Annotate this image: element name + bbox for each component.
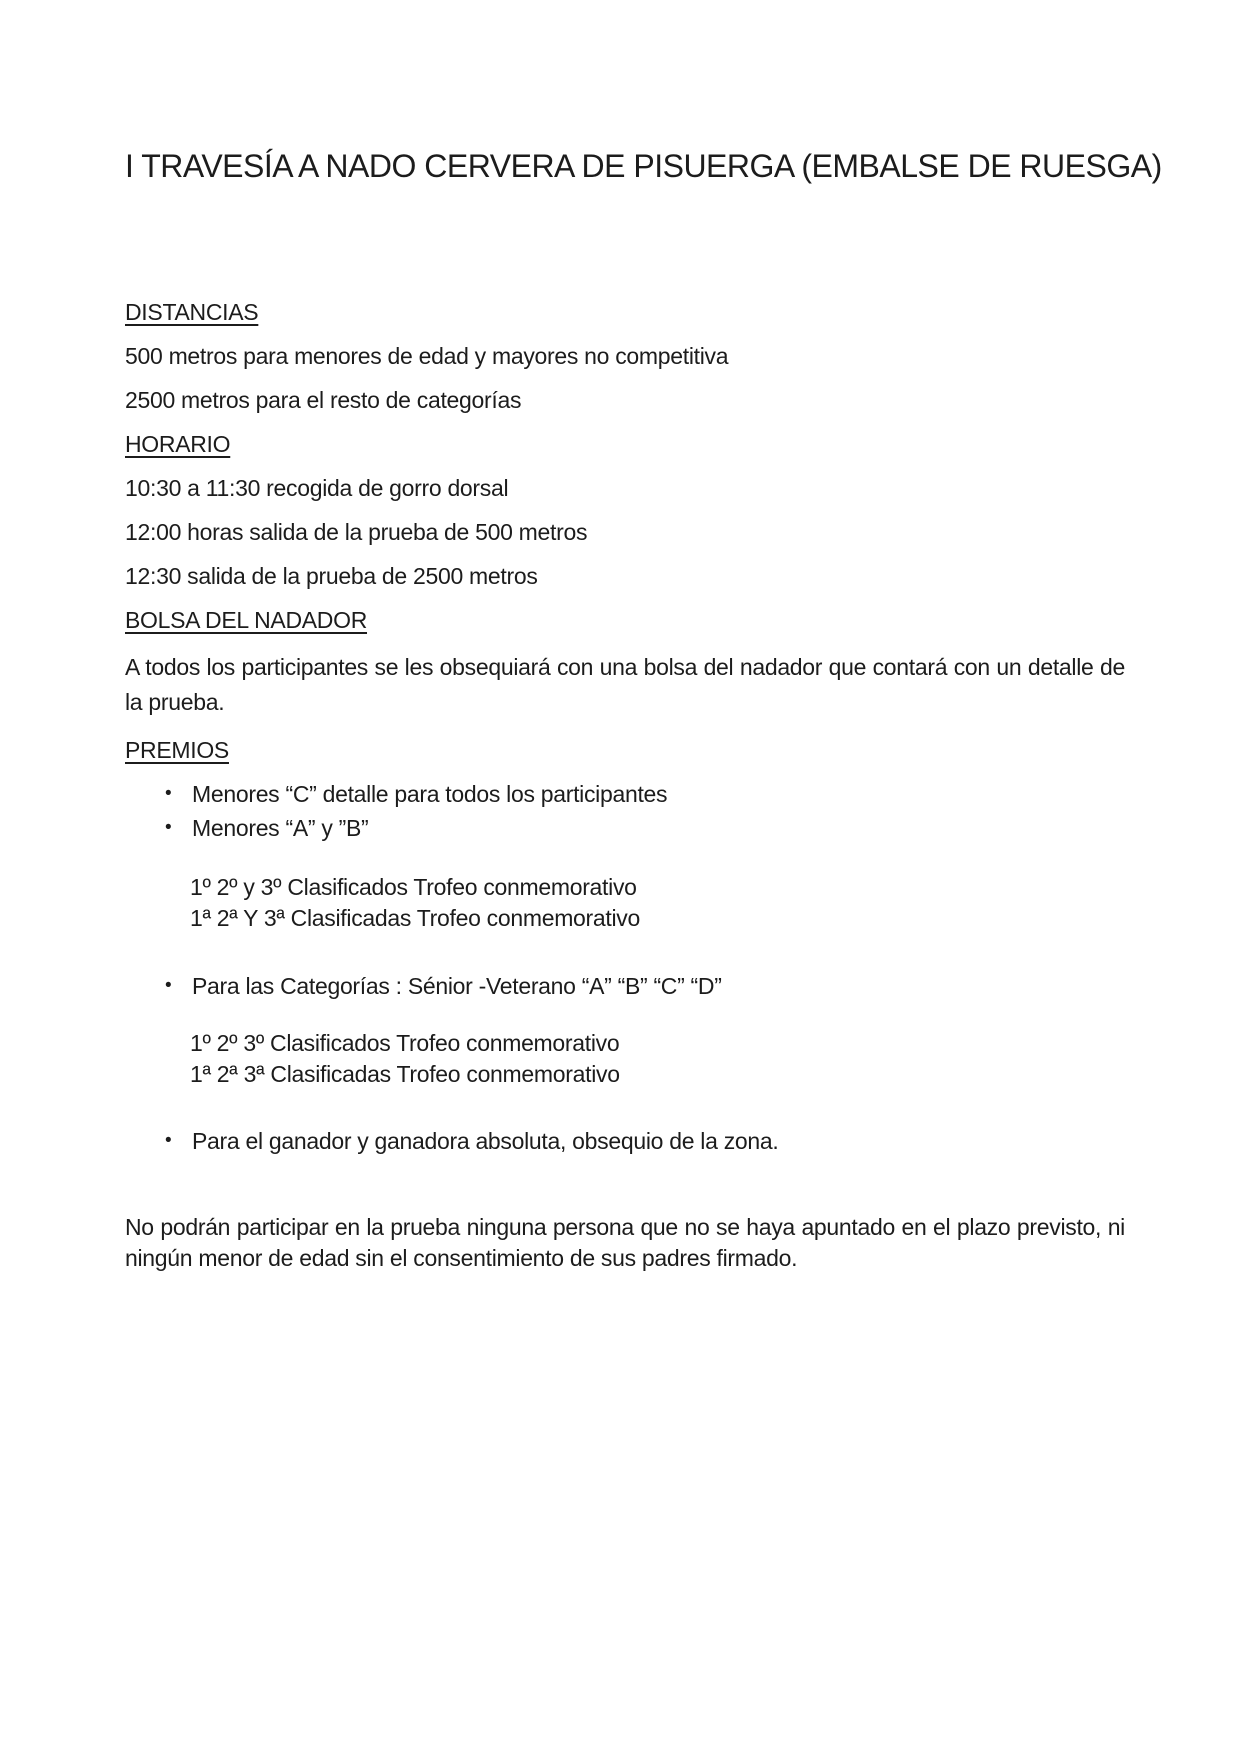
- list-item-menores-a-b: [125, 814, 1125, 842]
- list-item-menores-c: [125, 780, 1125, 808]
- sublist-menores: [190, 872, 1125, 934]
- subline-clasificadas: 1ª 2ª Y 3ª Clasificadas Trofeo conmemorativo: [190, 905, 640, 931]
- paragraph-distancia-500: 500 metros para menores de edad y mayores no competitiva: [125, 343, 729, 369]
- list-item-ganador-absoluto: [125, 1127, 1125, 1155]
- paragraph-distancia-2500: 2500 metros para el resto de categorías: [125, 387, 522, 413]
- document-title: I TRAVESÍA A NADO CERVERA DE PISUERGA (EMBALSE DE RUESGA): [125, 148, 1162, 184]
- list-item-text: Para el ganador y ganadora absoluta, obsequio de la zona.: [192, 1128, 779, 1154]
- paragraph-horario-recogida: 10:30 a 11:30 recogida de gorro dorsal: [125, 475, 509, 501]
- bullet-icon: •: [165, 1130, 172, 1151]
- sublist-senior: [190, 1028, 1125, 1090]
- subline-clasificados: 1º 2º 3º Clasificados Trofeo conmemorativo: [190, 1030, 620, 1056]
- list-item-text: Menores “A” y ”B”: [192, 815, 369, 841]
- list-item-categorias-senior: [125, 972, 1125, 1000]
- paragraph-horario-salida-500: 12:00 horas salida de la prueba de 500 metros: [125, 519, 588, 545]
- subline-clasificados: 1º 2º y 3º Clasificados Trofeo conmemorativo: [190, 874, 637, 900]
- paragraph-horario-salida-2500: 12:30 salida de la prueba de 2500 metros: [125, 563, 538, 589]
- paragraph-bolsa: A todos los participantes se les obsequiará con una bolsa del nadador que contará con un detalle de la prueba.: [125, 654, 1125, 715]
- closing-paragraph: No podrán participar en la prueba ninguna persona que no se haya apuntado en el plazo previsto, ni ningún menor de edad sin el consentimiento de sus padres firmado.: [125, 1214, 1125, 1271]
- bullet-icon: •: [165, 783, 172, 804]
- list-item-text: Menores “C” detalle para todos los participantes: [192, 781, 668, 807]
- heading-bolsa-del-nadador: BOLSA DEL NADADOR: [125, 607, 368, 633]
- subline-clasificadas: 1ª 2ª 3ª Clasificadas Trofeo conmemorativo: [190, 1061, 620, 1087]
- heading-premios: PREMIOS: [125, 737, 229, 763]
- bullet-icon: •: [165, 975, 172, 996]
- heading-horario: HORARIO: [125, 431, 231, 457]
- list-item-text: Para las Categorías : Sénior -Veterano “A” “B” “C” “D”: [192, 973, 722, 999]
- bullet-icon: •: [165, 817, 172, 838]
- heading-distancias: DISTANCIAS: [125, 299, 259, 325]
